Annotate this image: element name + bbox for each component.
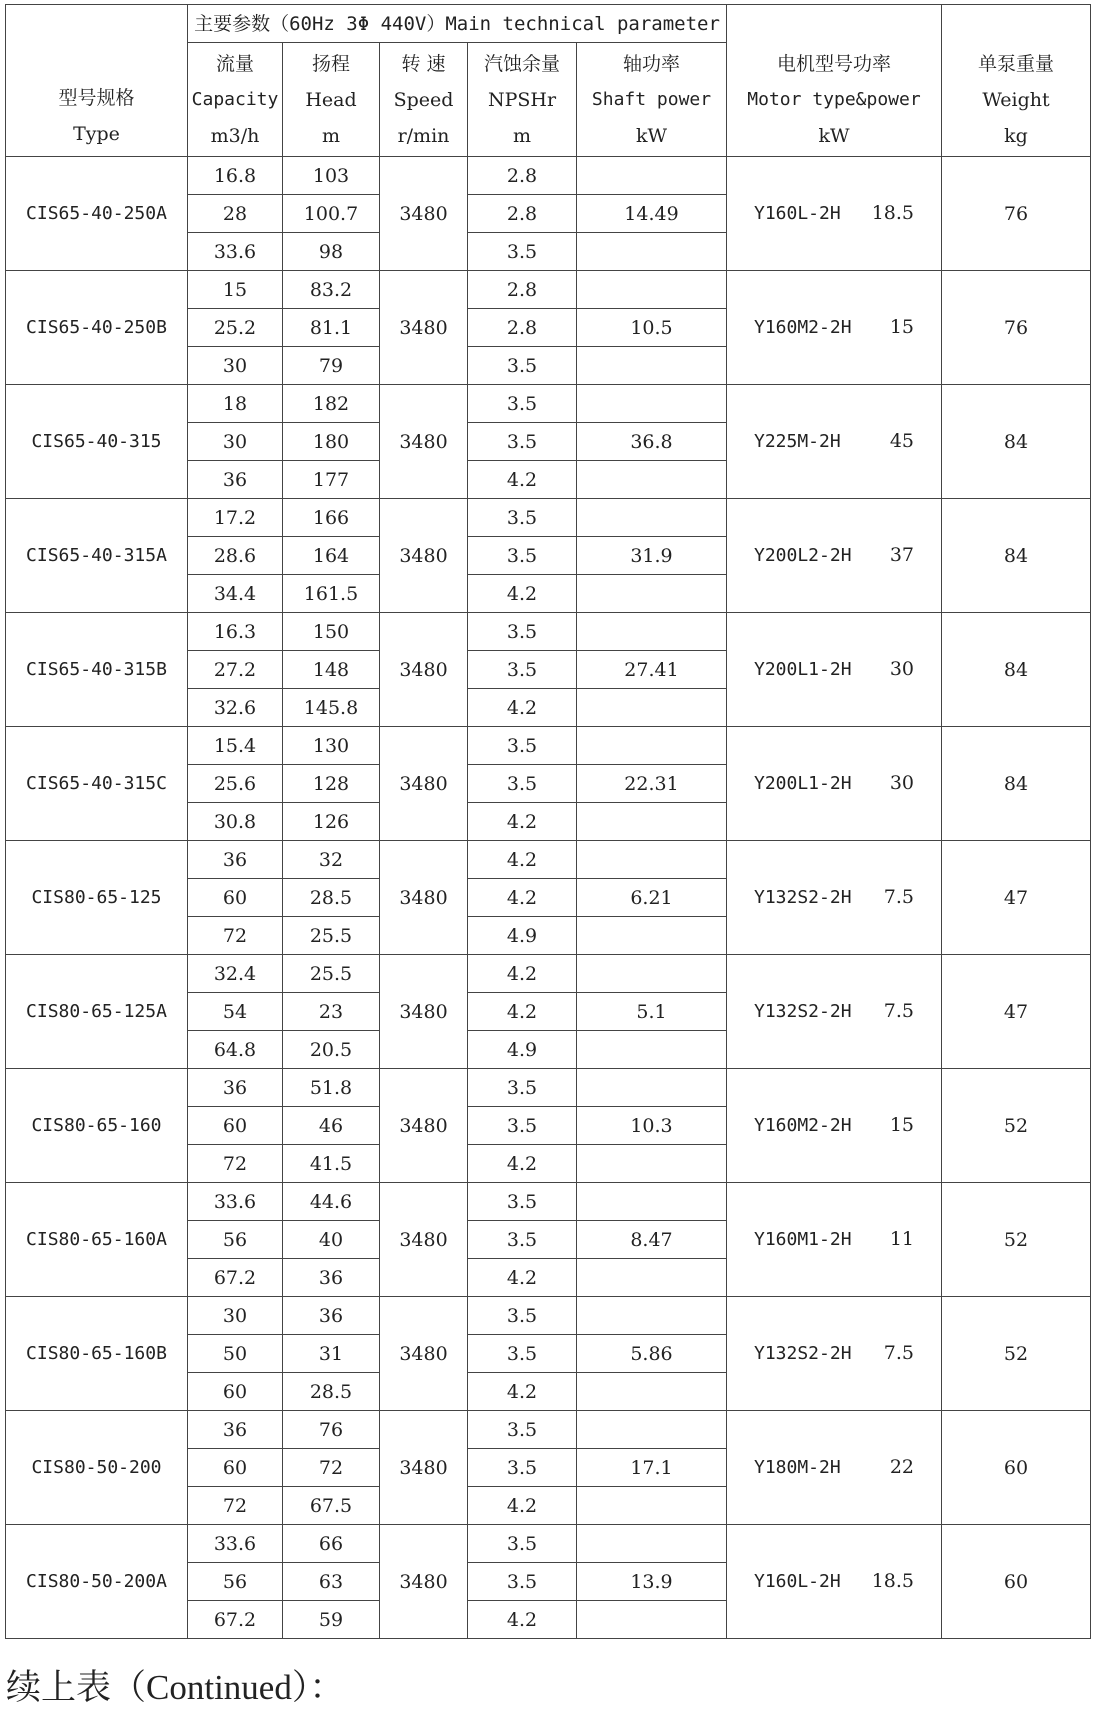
head-cell: 150 — [283, 613, 380, 651]
head-cell: 51.8 — [283, 1069, 380, 1107]
head-cell: 76 — [283, 1411, 380, 1449]
head-cell: 25.5 — [283, 955, 380, 993]
shaft-power-empty-cell — [577, 271, 727, 309]
speed-cell: 3480 — [380, 841, 468, 955]
header-shaft-power: 轴功率 Shaft power kW — [577, 43, 727, 157]
shaft-power-empty-cell — [577, 727, 727, 765]
capacity-cell: 25.6 — [188, 765, 283, 803]
capacity-cell: 16.3 — [188, 613, 283, 651]
parameter-table — [5, 4, 1091, 1639]
npshr-cell: 2.8 — [468, 195, 577, 233]
motor-model: Y132S2-2H — [754, 1343, 852, 1364]
capacity-cell: 60 — [188, 1373, 283, 1411]
speed-cell: 3480 — [380, 955, 468, 1069]
capacity-cell: 60 — [188, 879, 283, 917]
table-row — [6, 1525, 1091, 1563]
header-capacity: 流量 Capacity m3/h — [188, 43, 283, 157]
type-cell: CIS80-65-160B — [6, 1297, 188, 1411]
capacity-cell: 32.6 — [188, 689, 283, 727]
motor-model: Y200L1-2H — [754, 773, 852, 794]
motor-model: Y132S2-2H — [754, 887, 852, 908]
head-cell: 103 — [283, 157, 380, 195]
motor-power: 15 — [889, 1114, 914, 1136]
speed-cell: 3480 — [380, 499, 468, 613]
head-cell: 83.2 — [283, 271, 380, 309]
speed-cell: 3480 — [380, 1183, 468, 1297]
npshr-cell: 3.5 — [468, 1069, 577, 1107]
head-cell: 166 — [283, 499, 380, 537]
motor-cell — [727, 955, 942, 1069]
npshr-cell: 4.2 — [468, 841, 577, 879]
capacity-cell: 56 — [188, 1563, 283, 1601]
motor-cell — [727, 157, 942, 271]
motor-power: 22 — [889, 1456, 914, 1478]
table-row — [6, 613, 1091, 651]
npshr-cell: 3.5 — [468, 423, 577, 461]
capacity-cell: 25.2 — [188, 309, 283, 347]
motor-model: Y225M-2H — [754, 431, 841, 452]
capacity-cell: 18 — [188, 385, 283, 423]
head-cell: 126 — [283, 803, 380, 841]
motor-cell — [727, 271, 942, 385]
head-cell: 31 — [283, 1335, 380, 1373]
motor-power: 11 — [889, 1228, 914, 1250]
shaft-power-cell: 5.86 — [577, 1335, 727, 1373]
shaft-power-empty-cell — [577, 1183, 727, 1221]
head-cell: 164 — [283, 537, 380, 575]
type-cell: CIS80-50-200 — [6, 1411, 188, 1525]
shaft-power-empty-cell — [577, 613, 727, 651]
header-weight: 单泵重量 Weight kg — [942, 5, 1091, 157]
header-npshr: 汽蚀余量 NPSHr m — [468, 43, 577, 157]
npshr-cell: 3.5 — [468, 1107, 577, 1145]
motor-power: 15 — [889, 316, 914, 338]
motor-model: Y132S2-2H — [754, 1001, 852, 1022]
head-cell: 20.5 — [283, 1031, 380, 1069]
npshr-cell: 3.5 — [468, 1449, 577, 1487]
motor-cell — [727, 1069, 942, 1183]
weight-cell: 76 — [942, 157, 1091, 271]
capacity-cell: 27.2 — [188, 651, 283, 689]
npshr-cell: 3.5 — [468, 727, 577, 765]
weight-cell: 84 — [942, 613, 1091, 727]
head-cell: 72 — [283, 1449, 380, 1487]
head-cell: 36 — [283, 1297, 380, 1335]
table-row — [6, 271, 1091, 309]
motor-model: Y180M-2H — [754, 1457, 841, 1478]
shaft-power-empty-cell — [577, 1373, 727, 1411]
speed-cell: 3480 — [380, 1297, 468, 1411]
motor-cell — [727, 1297, 942, 1411]
shaft-power-empty-cell — [577, 385, 727, 423]
shaft-power-empty-cell — [577, 1297, 727, 1335]
head-cell: 182 — [283, 385, 380, 423]
npshr-cell: 3.5 — [468, 1411, 577, 1449]
capacity-cell: 67.2 — [188, 1259, 283, 1297]
motor-power: 18.5 — [871, 1570, 914, 1592]
head-cell: 63 — [283, 1563, 380, 1601]
npshr-cell: 4.2 — [468, 803, 577, 841]
shaft-power-cell: 27.41 — [577, 651, 727, 689]
shaft-power-empty-cell — [577, 1031, 727, 1069]
capacity-cell: 56 — [188, 1221, 283, 1259]
head-cell: 148 — [283, 651, 380, 689]
continued-note: 续上表（Continued）： — [6, 1668, 345, 1707]
capacity-cell: 67.2 — [188, 1601, 283, 1639]
speed-cell: 3480 — [380, 1069, 468, 1183]
capacity-cell: 17.2 — [188, 499, 283, 537]
npshr-cell: 2.8 — [468, 309, 577, 347]
weight-cell: 52 — [942, 1183, 1091, 1297]
weight-cell: 84 — [942, 499, 1091, 613]
npshr-cell: 4.9 — [468, 917, 577, 955]
npshr-cell: 3.5 — [468, 651, 577, 689]
motor-cell — [727, 613, 942, 727]
motor-power: 7.5 — [883, 1000, 914, 1022]
table-row — [6, 727, 1091, 765]
shaft-power-empty-cell — [577, 1525, 727, 1563]
motor-cell — [727, 1411, 942, 1525]
motor-power: 30 — [889, 772, 914, 794]
head-cell: 161.5 — [283, 575, 380, 613]
npshr-cell: 2.8 — [468, 157, 577, 195]
type-cell: CIS80-65-125 — [6, 841, 188, 955]
capacity-cell: 33.6 — [188, 1183, 283, 1221]
shaft-power-cell: 8.47 — [577, 1221, 727, 1259]
shaft-power-cell: 6.21 — [577, 879, 727, 917]
capacity-cell: 72 — [188, 1145, 283, 1183]
npshr-cell: 4.2 — [468, 879, 577, 917]
shaft-power-empty-cell — [577, 1069, 727, 1107]
shaft-power-empty-cell — [577, 499, 727, 537]
speed-cell: 3480 — [380, 727, 468, 841]
weight-cell: 60 — [942, 1525, 1091, 1639]
head-cell: 32 — [283, 841, 380, 879]
motor-model: Y200L2-2H — [754, 545, 852, 566]
table-body — [6, 157, 1091, 1639]
header-motor: 电机型号功率 Motor type&power kW — [727, 5, 942, 157]
head-cell: 59 — [283, 1601, 380, 1639]
capacity-cell: 36 — [188, 1069, 283, 1107]
head-cell: 145.8 — [283, 689, 380, 727]
npshr-cell: 3.5 — [468, 1525, 577, 1563]
shaft-power-empty-cell — [577, 1145, 727, 1183]
head-cell: 25.5 — [283, 917, 380, 955]
npshr-cell: 3.5 — [468, 347, 577, 385]
shaft-power-cell: 13.9 — [577, 1563, 727, 1601]
table-row — [6, 1297, 1091, 1335]
shaft-power-cell: 31.9 — [577, 537, 727, 575]
speed-cell: 3480 — [380, 385, 468, 499]
capacity-cell: 30 — [188, 423, 283, 461]
header-head: 扬程 Head m — [283, 43, 380, 157]
type-cell: CIS80-50-200A — [6, 1525, 188, 1639]
motor-cell — [727, 385, 942, 499]
motor-model: Y160M2-2H — [754, 317, 852, 338]
head-cell: 46 — [283, 1107, 380, 1145]
motor-power: 45 — [889, 430, 914, 452]
npshr-cell: 4.2 — [468, 689, 577, 727]
type-cell: CIS80-65-160 — [6, 1069, 188, 1183]
type-cell: CIS65-40-315B — [6, 613, 188, 727]
head-cell: 23 — [283, 993, 380, 1031]
table-row — [6, 955, 1091, 993]
head-cell: 100.7 — [283, 195, 380, 233]
shaft-power-empty-cell — [577, 347, 727, 385]
speed-cell: 3480 — [380, 271, 468, 385]
head-cell: 177 — [283, 461, 380, 499]
motor-power: 30 — [889, 658, 914, 680]
shaft-power-empty-cell — [577, 233, 727, 271]
weight-cell: 76 — [942, 271, 1091, 385]
type-cell: CIS65-40-315 — [6, 385, 188, 499]
speed-cell: 3480 — [380, 157, 468, 271]
table-row — [6, 1411, 1091, 1449]
capacity-cell: 64.8 — [188, 1031, 283, 1069]
shaft-power-cell: 14.49 — [577, 195, 727, 233]
npshr-cell: 4.2 — [468, 461, 577, 499]
motor-model: Y160L-2H — [754, 1571, 841, 1592]
shaft-power-empty-cell — [577, 1487, 727, 1525]
npshr-cell: 2.8 — [468, 271, 577, 309]
shaft-power-empty-cell — [577, 1601, 727, 1639]
weight-cell: 47 — [942, 955, 1091, 1069]
speed-cell: 3480 — [380, 1411, 468, 1525]
motor-cell — [727, 841, 942, 955]
type-cell: CIS80-65-125A — [6, 955, 188, 1069]
shaft-power-empty-cell — [577, 157, 727, 195]
npshr-cell: 3.5 — [468, 233, 577, 271]
motor-power: 7.5 — [883, 1342, 914, 1364]
speed-cell: 3480 — [380, 1525, 468, 1639]
npshr-cell: 3.5 — [468, 385, 577, 423]
shaft-power-cell: 10.5 — [577, 309, 727, 347]
npshr-cell: 3.5 — [468, 613, 577, 651]
header-main-parameter: 主要参数（60Hz 3Φ 440V）Main technical parameter — [188, 5, 727, 43]
npshr-cell: 3.5 — [468, 765, 577, 803]
npshr-cell: 4.9 — [468, 1031, 577, 1069]
npshr-cell: 4.2 — [468, 1259, 577, 1297]
weight-cell: 52 — [942, 1297, 1091, 1411]
capacity-cell: 28 — [188, 195, 283, 233]
capacity-cell: 50 — [188, 1335, 283, 1373]
motor-model: Y160M1-2H — [754, 1229, 852, 1250]
capacity-cell: 54 — [188, 993, 283, 1031]
motor-cell — [727, 1183, 942, 1297]
head-cell: 128 — [283, 765, 380, 803]
capacity-cell: 33.6 — [188, 1525, 283, 1563]
head-cell: 40 — [283, 1221, 380, 1259]
npshr-cell: 3.5 — [468, 1221, 577, 1259]
weight-cell: 47 — [942, 841, 1091, 955]
shaft-power-cell: 36.8 — [577, 423, 727, 461]
motor-cell — [727, 1525, 942, 1639]
capacity-cell: 30 — [188, 1297, 283, 1335]
capacity-cell: 36 — [188, 1411, 283, 1449]
table-row — [6, 1069, 1091, 1107]
weight-cell: 84 — [942, 727, 1091, 841]
capacity-cell: 28.6 — [188, 537, 283, 575]
npshr-cell: 4.2 — [468, 1487, 577, 1525]
shaft-power-cell: 5.1 — [577, 993, 727, 1031]
shaft-power-empty-cell — [577, 917, 727, 955]
shaft-power-cell: 17.1 — [577, 1449, 727, 1487]
capacity-cell: 60 — [188, 1107, 283, 1145]
shaft-power-cell: 22.31 — [577, 765, 727, 803]
type-cell: CIS65-40-315A — [6, 499, 188, 613]
motor-cell — [727, 727, 942, 841]
weight-cell: 84 — [942, 385, 1091, 499]
capacity-cell: 15 — [188, 271, 283, 309]
head-cell: 81.1 — [283, 309, 380, 347]
shaft-power-empty-cell — [577, 461, 727, 499]
header-speed: 转 速 Speed r/min — [380, 43, 468, 157]
capacity-cell: 72 — [188, 917, 283, 955]
table-row — [6, 385, 1091, 423]
npshr-cell: 3.5 — [468, 537, 577, 575]
capacity-cell: 15.4 — [188, 727, 283, 765]
head-cell: 180 — [283, 423, 380, 461]
capacity-cell: 32.4 — [188, 955, 283, 993]
head-cell: 79 — [283, 347, 380, 385]
shaft-power-empty-cell — [577, 1411, 727, 1449]
capacity-cell: 72 — [188, 1487, 283, 1525]
speed-cell: 3480 — [380, 613, 468, 727]
capacity-cell: 36 — [188, 841, 283, 879]
head-cell: 36 — [283, 1259, 380, 1297]
npshr-cell: 3.5 — [468, 499, 577, 537]
capacity-cell: 30 — [188, 347, 283, 385]
shaft-power-empty-cell — [577, 803, 727, 841]
type-cell: CIS65-40-315C — [6, 727, 188, 841]
head-cell: 41.5 — [283, 1145, 380, 1183]
type-cell: CIS65-40-250A — [6, 157, 188, 271]
head-cell: 44.6 — [283, 1183, 380, 1221]
capacity-cell: 33.6 — [188, 233, 283, 271]
npshr-cell: 3.5 — [468, 1335, 577, 1373]
capacity-cell: 16.8 — [188, 157, 283, 195]
weight-cell: 52 — [942, 1069, 1091, 1183]
motor-cell — [727, 499, 942, 613]
npshr-cell: 4.2 — [468, 993, 577, 1031]
shaft-power-empty-cell — [577, 575, 727, 613]
npshr-cell: 4.2 — [468, 1145, 577, 1183]
shaft-power-empty-cell — [577, 955, 727, 993]
head-cell: 67.5 — [283, 1487, 380, 1525]
head-cell: 98 — [283, 233, 380, 271]
capacity-cell: 34.4 — [188, 575, 283, 613]
head-cell: 130 — [283, 727, 380, 765]
motor-model: Y200L1-2H — [754, 659, 852, 680]
motor-power: 37 — [889, 544, 914, 566]
motor-model: Y160L-2H — [754, 203, 841, 224]
npshr-cell: 4.2 — [468, 1373, 577, 1411]
motor-power: 18.5 — [871, 202, 914, 224]
npshr-cell: 3.5 — [468, 1183, 577, 1221]
motor-power: 7.5 — [883, 886, 914, 908]
table-row — [6, 499, 1091, 537]
table-row — [6, 841, 1091, 879]
capacity-cell: 60 — [188, 1449, 283, 1487]
capacity-cell: 36 — [188, 461, 283, 499]
shaft-power-empty-cell — [577, 841, 727, 879]
capacity-cell: 30.8 — [188, 803, 283, 841]
type-cell: CIS65-40-250B — [6, 271, 188, 385]
npshr-cell: 4.2 — [468, 955, 577, 993]
motor-model: Y160M2-2H — [754, 1115, 852, 1136]
npshr-cell: 4.2 — [468, 575, 577, 613]
npshr-cell: 3.5 — [468, 1297, 577, 1335]
type-cell: CIS80-65-160A — [6, 1183, 188, 1297]
head-cell: 66 — [283, 1525, 380, 1563]
shaft-power-cell: 10.3 — [577, 1107, 727, 1145]
head-cell: 28.5 — [283, 1373, 380, 1411]
shaft-power-empty-cell — [577, 689, 727, 727]
header-type: 型号规格 Type — [6, 5, 188, 157]
table-row — [6, 157, 1091, 195]
weight-cell: 60 — [942, 1411, 1091, 1525]
npshr-cell: 4.2 — [468, 1601, 577, 1639]
table-row — [6, 1183, 1091, 1221]
npshr-cell: 3.5 — [468, 1563, 577, 1601]
shaft-power-empty-cell — [577, 1259, 727, 1297]
head-cell: 28.5 — [283, 879, 380, 917]
